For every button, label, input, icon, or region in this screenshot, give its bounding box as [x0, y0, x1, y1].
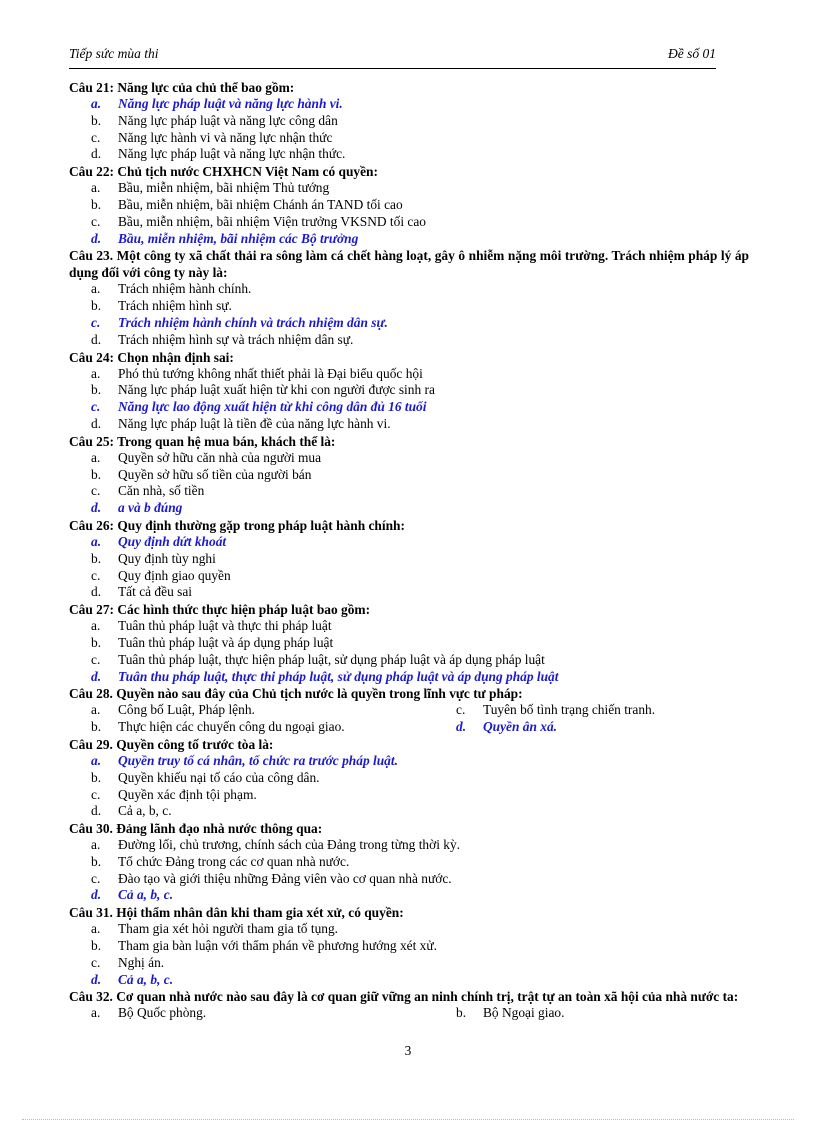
question-text: Câu 28. Quyền nào sau đây của Chủ tịch nước là quyền trong lĩnh vực tư pháp:	[69, 686, 523, 702]
question-list	[69, 79, 749, 1022]
option-c: c. Quy định giao quyền	[91, 567, 231, 583]
option-d-answer: d. a và b đúng	[91, 500, 183, 516]
page-break-line	[22, 1119, 794, 1120]
question-24	[69, 349, 749, 433]
option-c-answer: c. Năng lực lao động xuất hiện từ khi công dân đủ 16 tuổi	[91, 399, 427, 415]
option-c: c. Đào tạo và giới thiệu những Đảng viên vào cơ quan nhà nước.	[91, 870, 452, 886]
option-a: a. Đường lối, chủ trương, chính sách của Đảng trong từng thời kỳ.	[91, 837, 461, 853]
option-a: a. Trách nhiệm hành chính.	[91, 281, 252, 297]
option-d-answer: d. Tuân thu pháp luật, thực thi pháp luật, sử dụng pháp luật và áp dụng pháp luật	[91, 668, 559, 684]
question-text: Câu 22: Chủ tịch nước CHXHCN Việt Nam có quyền:	[69, 164, 378, 180]
option-b: b. Tuân thủ pháp luật và áp dụng pháp luật	[91, 634, 334, 650]
option-a: a. Tham gia xét hỏi người tham gia tố tụng.	[91, 921, 338, 937]
question-text: Câu 31. Hội thẩm nhân dân khi tham gia xét xử, có quyền:	[69, 905, 404, 921]
header-left: Tiếp sức mùa thi	[69, 46, 159, 61]
option-a: a. Tuân thủ pháp luật và thực thi pháp luật	[91, 618, 332, 634]
option-b: b. Quy định tùy nghi	[91, 550, 216, 566]
option-a-answer: a. Quyền truy tố cá nhân, tổ chức ra trước pháp luật.	[91, 752, 398, 768]
question-26	[69, 517, 749, 601]
question-21	[69, 79, 749, 163]
question-23	[69, 247, 749, 348]
option-b: b. Tham gia bàn luận với thẩm phán về phương hướng xét xử.	[91, 938, 437, 954]
option-b: b. Trách nhiệm hình sự.	[91, 298, 232, 314]
question-31	[69, 904, 749, 988]
option-a: a. Công bố Luật, Pháp lệnh.	[91, 702, 255, 718]
option-b: b. Bộ Ngoại giao.	[456, 1005, 565, 1021]
option-b: b. Quyền sở hữu số tiền của người bán	[91, 466, 312, 482]
option-d: d. Cả a, b, c.	[91, 803, 172, 819]
option-d: d. Trách nhiệm hình sự và trách nhiệm dân sự.	[91, 331, 354, 347]
option-c: c. Năng lực hành vi và năng lực nhận thức	[91, 129, 333, 145]
option-b: b. Tổ chức Đảng trong các cơ quan nhà nước.	[91, 853, 350, 869]
option-b: b. Thực hiện các chuyến công du ngoại giao.	[91, 719, 345, 735]
option-d-answer: d. Bầu, miễn nhiệm, bãi nhiệm các Bộ trưởng	[91, 230, 359, 246]
option-a: a. Quyền sở hữu căn nhà của người mua	[91, 449, 322, 465]
option-row	[69, 719, 749, 736]
option-c-answer: c. Trách nhiệm hành chính và trách nhiệm dân sự.	[91, 314, 388, 330]
option-d: d. Năng lực pháp luật là tiền đề của năng lực hành vi.	[91, 415, 391, 431]
header-rule	[69, 68, 716, 69]
question-30	[69, 820, 749, 904]
option-c: c. Căn nhà, số tiền	[91, 483, 205, 499]
option-b: b. Bầu, miễn nhiệm, bãi nhiệm Chánh án TAND tối cao	[91, 196, 403, 212]
option-c: c. Nghị án.	[91, 954, 165, 970]
option-d: d. Tất cả đều sai	[91, 584, 192, 600]
question-text: Câu 21: Năng lực của chủ thể bao gồm:	[69, 80, 295, 95]
option-a-answer: a. Quy định dứt khoát	[91, 533, 227, 549]
option-a: a. Bầu, miễn nhiệm, bãi nhiệm Thủ tướng	[91, 180, 330, 196]
option-d: d. Năng lực pháp luật và năng lực nhận thức.	[91, 146, 346, 162]
option-b: b. Năng lực pháp luật và năng lực công dân	[91, 112, 338, 128]
option-a: a. Phó thủ tướng không nhất thiết phải là Đại biểu quốc hội	[91, 365, 423, 381]
question-text: Câu 32. Cơ quan nhà nước nào sau đây là cơ quan giữ vững an ninh chính trị, trật tự an toàn xã hội của nhà nước ta:	[69, 989, 739, 1005]
question-text: Câu 30. Đảng lãnh đạo nhà nước thông qua:	[69, 821, 323, 837]
question-32	[69, 988, 749, 1022]
question-22	[69, 163, 749, 247]
page-number: 3	[404, 1043, 412, 1058]
option-c: c. Tuyên bố tình trạng chiến tranh.	[456, 702, 656, 718]
question-text: Câu 23. Một công ty xã chất thải ra sông làm cá chết hàng loạt, gây ô nhiễm nặng môi trường. Trách nhiệm pháp lý áp dụng đối với công ty này là:	[69, 248, 749, 281]
option-d-answer: d. Cả a, b, c.	[91, 971, 174, 987]
question-text: Câu 25: Trong quan hệ mua bán, khách thể là:	[69, 433, 336, 449]
question-28	[69, 685, 749, 736]
header-right: Đề số 01	[668, 46, 716, 61]
option-row	[69, 1005, 749, 1022]
option-b: b. Quyền khiếu nại tố cáo của công dân.	[91, 769, 320, 785]
question-27	[69, 601, 749, 685]
question-text: Câu 27: Các hình thức thực hiện pháp luật bao gồm:	[69, 602, 371, 618]
option-c: c. Tuân thủ pháp luật, thực hiện pháp luật, sử dụng pháp luật và áp dụng pháp luật	[91, 651, 545, 667]
option-b: b. Năng lực pháp luật xuất hiện từ khi con người được sinh ra	[91, 382, 435, 398]
question-text: Câu 24: Chọn nhận định sai:	[69, 349, 234, 365]
option-d-answer: d. Cả a, b, c.	[91, 887, 174, 903]
question-text: Câu 29. Quyền công tố trước tòa là:	[69, 736, 274, 752]
question-text: Câu 26: Quy định thường gặp trong pháp luật hành chính:	[69, 517, 405, 533]
option-c: c. Bầu, miễn nhiệm, bãi nhiệm Viện trưởng VKSND tối cao	[91, 213, 426, 229]
option-d-answer: d. Quyền ân xá.	[456, 719, 558, 735]
option-c: c. Quyền xác định tội phạm.	[91, 786, 257, 802]
question-29	[69, 736, 749, 820]
question-25	[69, 433, 749, 517]
option-a: a. Bộ Quốc phòng.	[91, 1005, 207, 1021]
option-row	[69, 702, 749, 719]
option-a-answer: a. Năng lực pháp luật và năng lực hành vi.	[91, 96, 343, 111]
